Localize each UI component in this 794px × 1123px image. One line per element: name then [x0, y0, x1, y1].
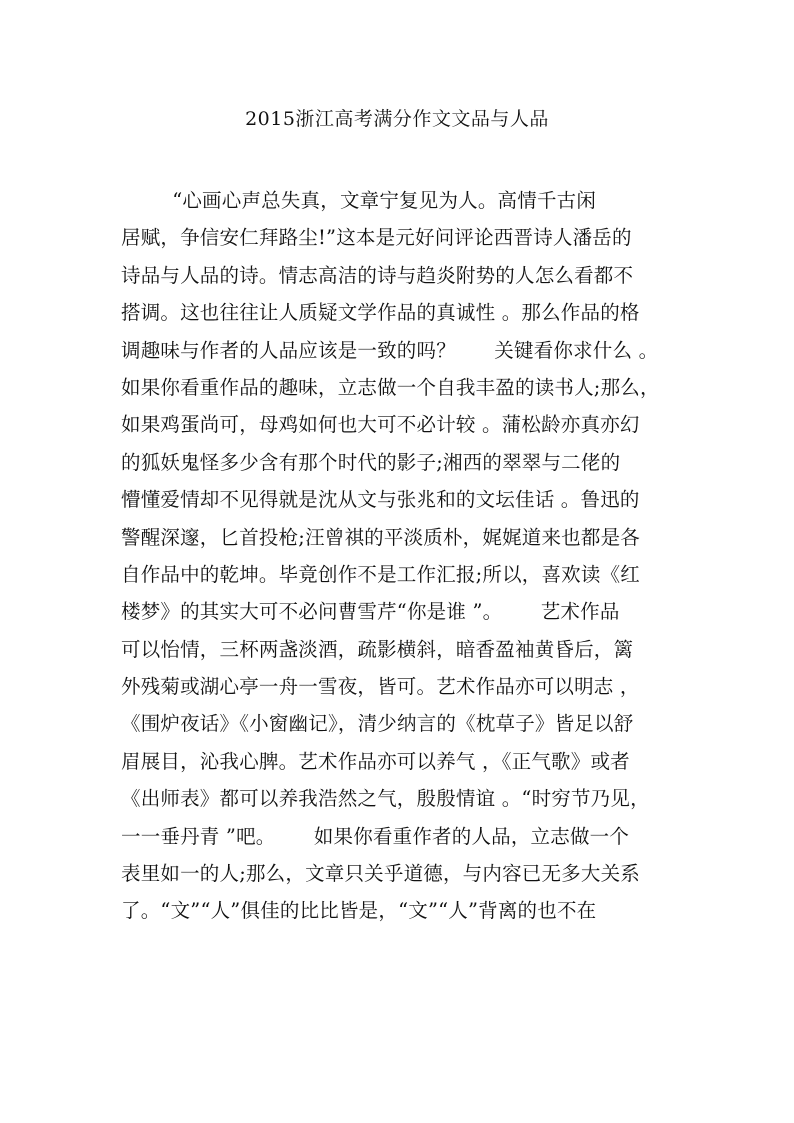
essay-line: 外残菊或湖心亭一舟一雪夜，皆可。艺术作品亦可以明志 ，	[121, 675, 640, 699]
essay-line: 了。“文”“人”俱佳的比比皆是，“文”“人”背离的也不在	[121, 899, 597, 923]
essay-line: 眉展目，沁我心脾。艺术作品亦可以养气 ，《正气歌》或者	[121, 749, 630, 773]
essay-line: 懵懂爱情却不见得就是沈从文与张兆和的文坛佳话 。鲁迅的	[121, 488, 640, 512]
essay-line: 《围炉夜话》《小窗幽记》，清少纳言的《枕草子》皆足以舒	[121, 712, 634, 736]
essay-line: 警醒深邃，匕首投枪;汪曾祺的平淡质朴，娓娓道来也都是各	[121, 525, 640, 549]
essay-line: 居赋，争信安仁拜路尘!”这本是元好问评论西晋诗人潘岳的	[121, 226, 632, 250]
essay-line: 如果你看重作品的趣味，立志做一个自我丰盈的读书人;那么，	[121, 375, 660, 399]
essay-line: 楼梦》的其实大可不必问曹雪芹“你是谁 ”。 艺术作品	[121, 600, 620, 624]
essay-line: 如果鸡蛋尚可，母鸡如何也大可不必计较 。蒲松龄亦真亦幻	[121, 413, 640, 437]
essay-line: 《出师表》都可以养我浩然之气，殷殷情谊 。“时穷节乃见，	[121, 787, 650, 811]
essay-body	[121, 182, 681, 930]
essay-line: 调趣味与作者的人品应该是一致的吗？ 关键看你求什么 。	[121, 338, 659, 362]
essay-line: 的狐妖鬼怪多少含有那个时代的影子;湘西的翠翠与二佬的	[121, 450, 621, 474]
essay-line: 可以怡情，三杯两盏淡酒，疏影横斜，暗香盈袖黄昏后，篱	[121, 637, 634, 661]
essay-line: 搭调。这也往往让人质疑文学作品的真诚性 。那么作品的格	[121, 301, 640, 325]
essay-line: 诗品与人品的诗。情志高洁的诗与趋炎附势的人怎么看都不	[121, 263, 634, 287]
essay-line: 自作品中的乾坤。毕竟创作不是工作汇报;所以，喜欢读《红	[121, 562, 640, 586]
essay-line: 一一垂丹青 ”吧。 如果你看重作者的人品，立志做一个	[121, 824, 630, 848]
essay-line: 表里如一的人;那么，文章只关乎道德，与内容已无多大关系	[121, 862, 640, 886]
essay-line: “心画心声总失真，文章宁复见为人。高情千古闲	[121, 189, 597, 212]
document-title: 2015浙江高考满分作文文品与人品	[245, 108, 549, 130]
